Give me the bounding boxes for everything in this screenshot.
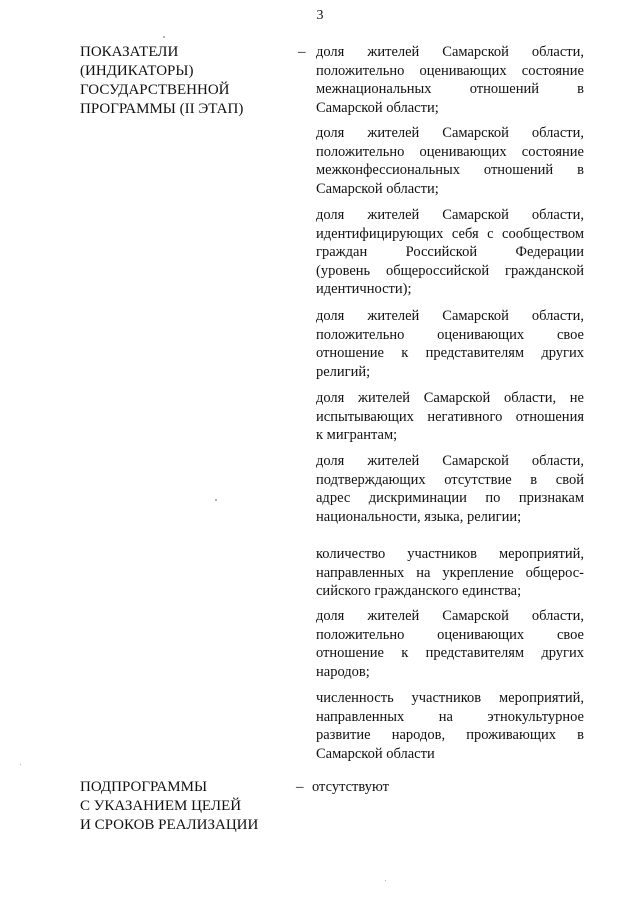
indicator-line: положительно оценивающих свое: [316, 326, 584, 343]
indicators-heading: [80, 43, 280, 119]
subprograms-heading-line: ПОДПРОГРАММЫ: [80, 779, 208, 795]
indicator-line: межконфессиональных отношений в: [316, 162, 584, 178]
subprograms-heading: [80, 778, 280, 835]
indicator-line: граждан Российской Федерации: [316, 244, 584, 260]
indicator-line: доля жителей Самарской области, не: [316, 390, 584, 406]
page-number: 3: [316, 8, 324, 23]
subprograms-dash: –: [296, 779, 304, 795]
indicator-line: испытывающих негативного отношения: [316, 408, 584, 425]
indicator-line: идентифицирующих себя с сообществом: [316, 225, 584, 242]
indicator-line: религий;: [316, 363, 371, 380]
indicator-line: положительно оценивающих состояние: [316, 143, 584, 160]
indicator-item: [316, 124, 584, 198]
indicators-heading-line: (ИНДИКАТОРЫ): [80, 63, 194, 79]
scan-speck: [20, 764, 21, 765]
indicator-line: к мигрантам;: [316, 427, 398, 443]
indicator-line: направленных на укрепление общерос-: [316, 564, 584, 581]
indicator-item: [316, 43, 584, 117]
indicators-heading-line: ПОКАЗАТЕЛИ: [80, 44, 179, 60]
indicator-item: [316, 206, 584, 299]
indicator-line: сийского гражданского единства;: [316, 583, 522, 599]
indicator-line: адрес дискриминации по признакам: [316, 490, 584, 506]
indicator-line: национальности, языка, религии;: [316, 508, 522, 525]
indicators-heading-line: ПРОГРАММЫ (II ЭТАП): [80, 101, 244, 117]
indicator-line: количество участников мероприятий,: [316, 546, 584, 562]
indicator-line: доля жителей Самарской области,: [316, 207, 584, 223]
scan-speck: [163, 36, 165, 38]
indicator-line: доля жителей Самарской области,: [316, 44, 584, 60]
indicator-line: подтверждающих отсутствие в свой: [316, 471, 584, 488]
indicator-item: [316, 545, 584, 601]
indicators-dash: –: [298, 44, 306, 60]
indicator-line: идентичности);: [316, 281, 412, 297]
indicator-line: Самарской области;: [316, 180, 439, 197]
indicator-item: [316, 307, 584, 381]
indicator-line: направленных на этнокультурное: [316, 708, 584, 725]
subprograms-value-wrap: [312, 778, 580, 797]
indicator-line: положительно оценивающих состояние: [316, 62, 584, 79]
indicator-line: межнациональных отношений в: [316, 81, 584, 97]
indicator-item: [316, 689, 584, 763]
indicator-line: доля жителей Самарской области,: [316, 608, 584, 624]
indicator-line: народов;: [316, 663, 370, 680]
indicator-line: отношение к представителям других: [316, 645, 584, 661]
indicator-line: развитие народов, проживающих в: [316, 727, 584, 743]
indicator-line: отношение к представителям других: [316, 345, 584, 361]
indicator-item: [316, 607, 584, 681]
subprograms-value: отсутствуют: [312, 779, 389, 795]
indicator-item: [316, 389, 584, 445]
indicator-line: доля жителей Самарской области,: [316, 308, 584, 324]
indicator-line: Самарской области: [316, 745, 435, 762]
indicator-line: (уровень общероссийской гражданской: [316, 262, 584, 279]
indicator-item: [316, 452, 584, 526]
subprograms-heading-line: С УКАЗАНИЕМ ЦЕЛЕЙ: [80, 798, 242, 814]
scan-speck: [215, 499, 217, 501]
indicator-line: численность участников мероприятий,: [316, 690, 584, 706]
scan-speck: [385, 880, 386, 881]
indicator-line: положительно оценивающих свое: [316, 626, 584, 643]
indicator-line: доля жителей Самарской области,: [316, 453, 584, 469]
indicators-heading-line: ГОСУДАРСТВЕННОЙ: [80, 82, 230, 98]
indicator-line: доля жителей Самарской области,: [316, 125, 584, 141]
indicator-line: Самарской области;: [316, 99, 439, 116]
subprograms-heading-line: И СРОКОВ РЕАЛИЗАЦИИ: [80, 817, 259, 833]
